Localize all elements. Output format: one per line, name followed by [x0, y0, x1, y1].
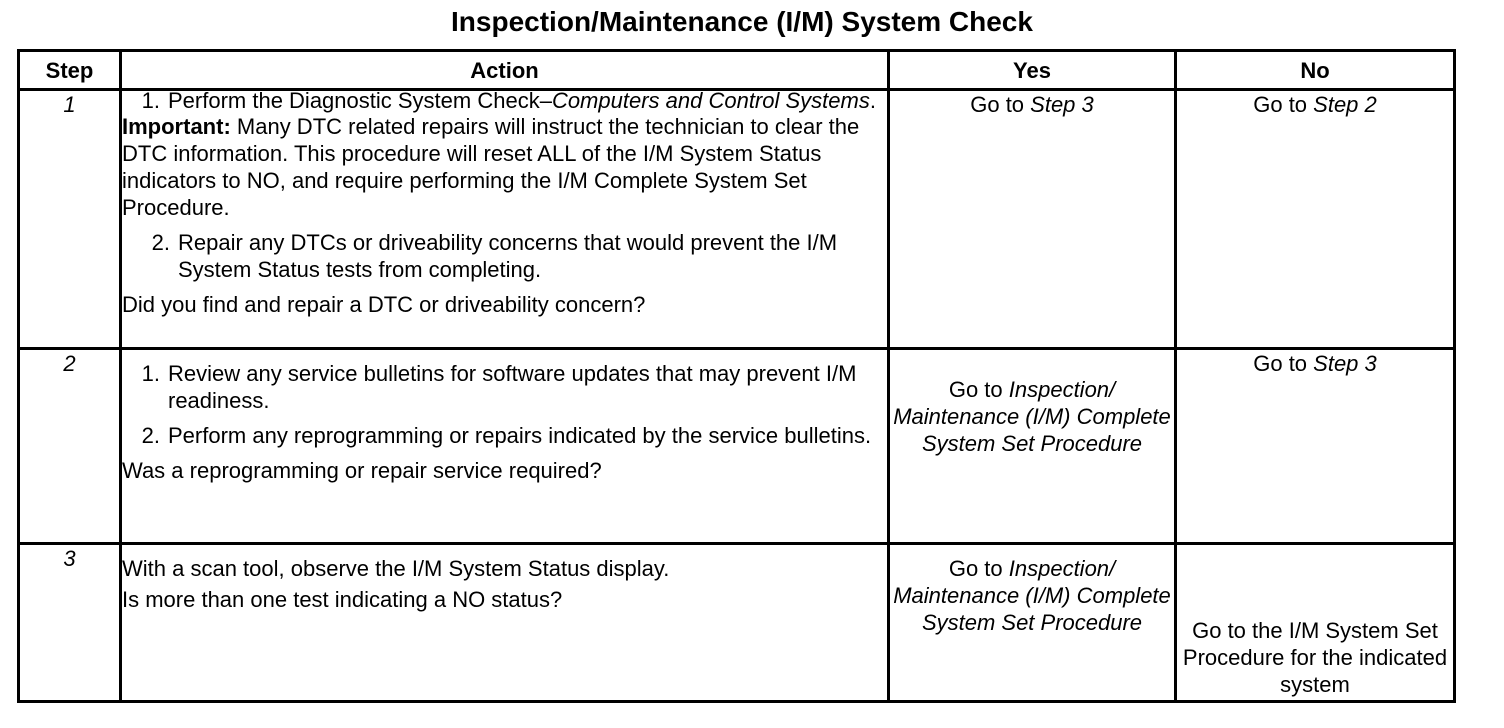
- yes-reference[interactable]: Inspection/ Maintenance (I/M) Complete System Set Procedure: [893, 377, 1171, 456]
- action-cell: [121, 349, 889, 544]
- system-check-table: [17, 49, 1456, 703]
- page-title: Inspection/Maintenance (I/M) System Check: [451, 6, 1033, 37]
- important-note: [122, 113, 887, 221]
- action-text: With a scan tool, observe the I/M System Status display.: [122, 556, 670, 581]
- yes-prefix: Go to: [970, 92, 1031, 117]
- item-number: 2.: [141, 423, 160, 448]
- item-number: 1.: [141, 88, 160, 113]
- action-item: [112, 88, 887, 113]
- item-number: 2.: [151, 230, 170, 255]
- yes-reference[interactable]: Step 3: [1030, 92, 1094, 117]
- action-cell: [121, 544, 889, 702]
- step-number: 2: [19, 349, 121, 544]
- item-text: Review any service bulletins for software updates that may prevent I/M readiness.: [168, 361, 857, 413]
- item-reference: Computers and Control Systems: [551, 88, 870, 113]
- item-text: Perform any reprogramming or repairs indicated by the service bulletins.: [168, 423, 872, 448]
- header-action: Action: [121, 51, 889, 90]
- no-reference[interactable]: Step 2: [1313, 92, 1377, 117]
- action-question: Did you find and repair a DTC or driveability concern?: [122, 292, 646, 317]
- yes-cell: [889, 544, 1176, 702]
- yes-prefix: Go to: [948, 556, 1009, 581]
- header-row: [19, 51, 1455, 90]
- step-number: 1: [19, 90, 121, 349]
- no-cell: [1176, 90, 1455, 349]
- yes-cell: [889, 90, 1176, 349]
- action-cell: [121, 90, 889, 349]
- yes-prefix: Go to: [948, 377, 1009, 402]
- item-text-main: Perform the Diagnostic System Check–: [168, 88, 552, 113]
- table-row: [19, 544, 1455, 702]
- item-text: Repair any DTCs or driveability concerns that would prevent the I/M System Status tests from completing.: [178, 230, 838, 282]
- header-yes: Yes: [889, 51, 1176, 90]
- action-question: Was a reprogramming or repair service required?: [122, 458, 602, 483]
- no-cell: [1176, 544, 1455, 702]
- action-question: Is more than one test indicating a NO status?: [122, 587, 563, 612]
- action-item: [122, 360, 887, 414]
- yes-reference[interactable]: Inspection/ Maintenance (I/M) Complete System Set Procedure: [893, 556, 1171, 635]
- header-no: No: [1176, 51, 1455, 90]
- table-row: [19, 90, 1455, 349]
- no-reference[interactable]: Step 3: [1313, 351, 1377, 376]
- action-item: [122, 422, 887, 449]
- item-end: .: [869, 88, 876, 113]
- no-cell: [1176, 349, 1455, 544]
- important-label: Important:: [122, 114, 231, 139]
- yes-cell: [889, 349, 1176, 544]
- header-step: Step: [19, 51, 121, 90]
- no-prefix: Go to: [1253, 351, 1314, 376]
- no-prefix: Go to: [1253, 92, 1314, 117]
- table-row: [19, 349, 1455, 544]
- no-text[interactable]: Go to the I/M System Set Procedure for the indicated system: [1182, 618, 1448, 697]
- step-number: 3: [19, 544, 121, 702]
- important-text: Many DTC related repairs will instruct the technician to clear the DTC information. This procedure will reset ALL of the I/M System Status indicators to NO, and require performing the I/M Complete System Set Procedure.: [122, 114, 860, 220]
- item-text: [160, 88, 887, 113]
- item-number: 1.: [141, 361, 160, 386]
- action-item: [122, 229, 887, 283]
